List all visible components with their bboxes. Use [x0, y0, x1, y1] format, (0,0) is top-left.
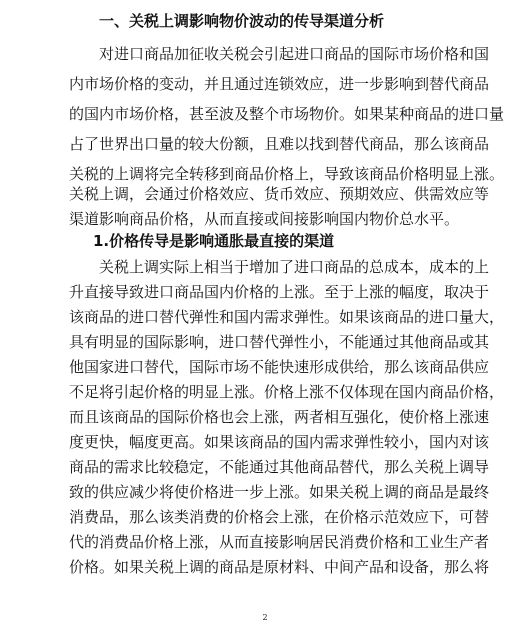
paragraph-line: 内市场价格的变动，并且通过连锁效应，进一步影响到替代商品 [69, 75, 490, 93]
paragraph-line: 对进口商品加征收关税会引起进口商品的国际市场价格和国 [99, 45, 490, 63]
paragraph-line: 价格。如果关税上调的商品是原材料、中间产品和设备，那么将 [69, 558, 490, 576]
subsection-heading: 1.价格传导是影响通胀最直接的渠道 [93, 232, 335, 250]
paragraph-line: 关税的上调将完全转移到商品价格上，导致该商品价格明显上涨。 [69, 165, 505, 183]
paragraph-line: 代的消费品价格上涨，从而直接影响居民消费价格和工业生产者 [69, 533, 490, 551]
paragraph-line: 渠道影响商品价格，从而直接或间接影响国内物价总水平。 [69, 210, 460, 228]
paragraph-line: 具有明显的国际影响，进口替代弹性小，不能通过其他商品或其 [69, 333, 490, 351]
paragraph-line: 度更快，幅度更高。如果该商品的国内需求弹性较小，国内对该 [69, 433, 490, 451]
paragraph-line: 占了世界出口量的较大份额，且难以找到替代商品，那么该商品 [69, 135, 490, 153]
section-heading: 一、关税上调影响物价波动的传导渠道分析 [99, 12, 385, 30]
paragraph-line: 消费品，那么该类消费的价格会上涨，在价格示范效应下，可替 [69, 508, 490, 526]
paragraph-line: 的国内市场价格，甚至波及整个市场物价。如果某种商品的进口量 [69, 105, 505, 123]
paragraph-line: 关税上调实际上相当于增加了进口商品的总成本，成本的上 [99, 258, 490, 276]
paragraph-line: 而且该商品的国际价格也会上涨，两者相互强化，使价格上涨速 [69, 408, 490, 426]
paragraph-line: 升直接导致进口商品国内价格的上涨。至于上涨的幅度，取决于 [69, 283, 490, 301]
paragraph-line: 商品的需求比较稳定，不能通过其他商品替代，那么关税上调导 [69, 458, 490, 476]
paragraph-line: 该商品的进口替代弹性和国内需求弹性。如果该商品的进口量大， [69, 308, 505, 326]
paragraph-line: 关税上调，会通过价格效应、货币效应、预期效应、供需效应等 [69, 185, 490, 203]
paragraph-line: 他国家进口替代，国际市场不能快速形成供给，那么该商品供应 [69, 358, 490, 376]
page-number: 2 [262, 613, 268, 622]
paragraph-line: 不足将引起价格的明显上涨。价格上涨不仅体现在国内商品价格， [69, 383, 505, 401]
paragraph-line: 致的供应减少将使价格进一步上涨。如果关税上调的商品是最终 [69, 483, 490, 501]
